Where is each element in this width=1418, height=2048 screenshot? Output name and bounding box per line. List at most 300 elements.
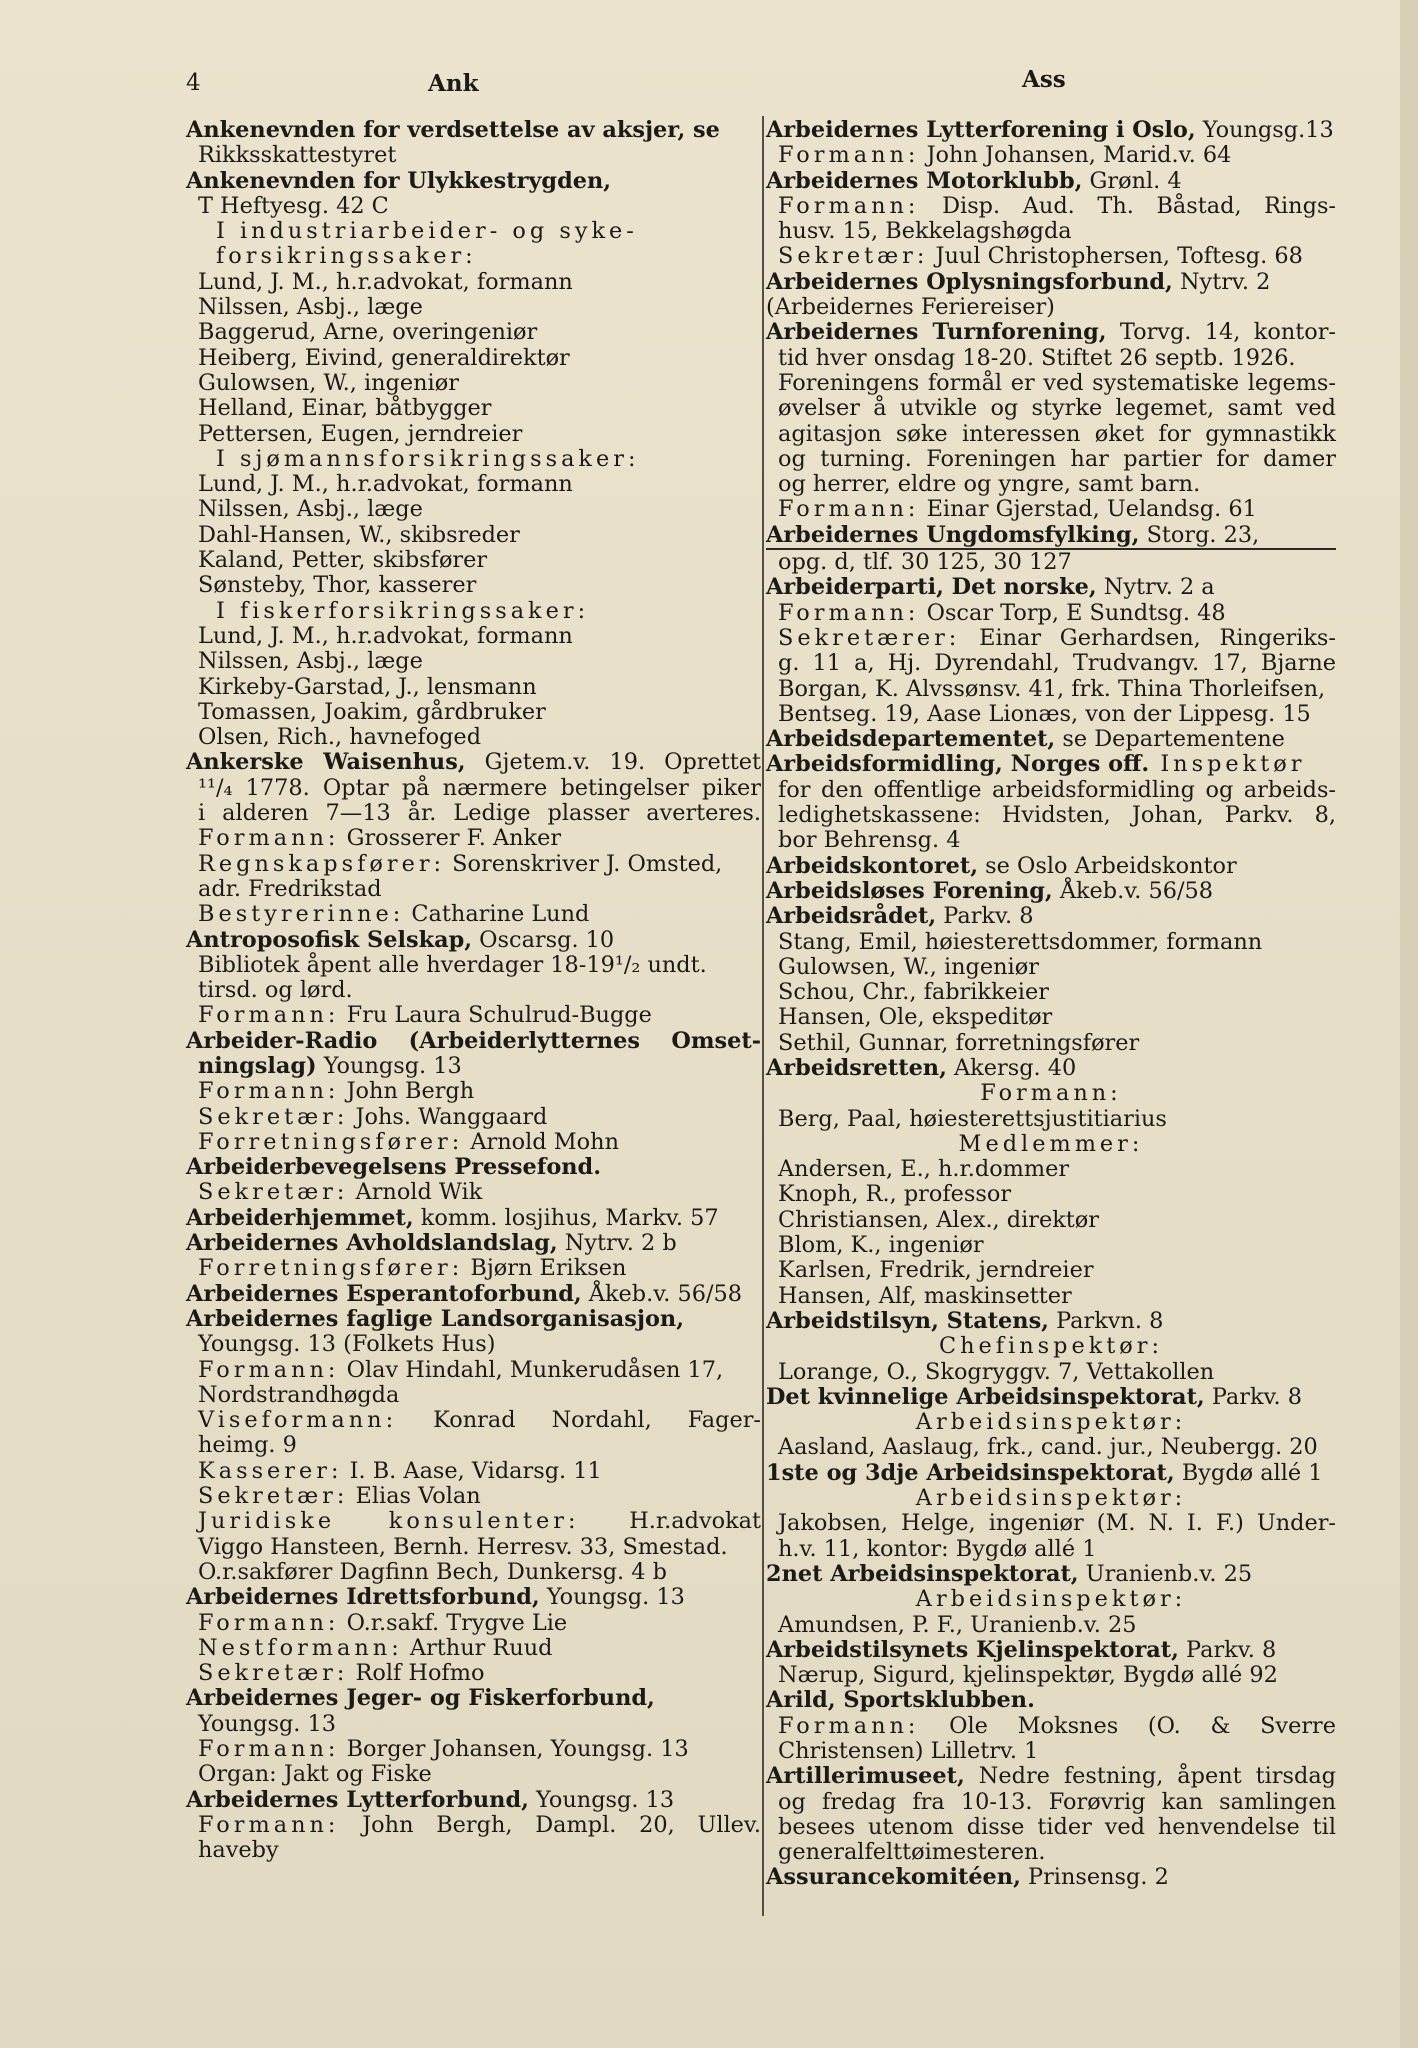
entry-name: Arbeidernes Turnforening, bbox=[766, 319, 1107, 346]
directory-line bbox=[766, 1107, 1336, 1132]
directory-line bbox=[766, 1613, 1336, 1638]
role-label: Formann: bbox=[198, 1736, 340, 1762]
entry-text: Nærup, Sigurd, kjelinspektør, Bygdø allé 92 bbox=[778, 1662, 1278, 1689]
entry-text: Oscarsg. 10 bbox=[472, 926, 615, 953]
entry-text: Rikksskattestyret bbox=[198, 142, 397, 169]
entry-text: Arnold Wik bbox=[348, 1179, 483, 1206]
entry-text: Parkv. 8 bbox=[1204, 1383, 1302, 1410]
directory-line bbox=[186, 523, 761, 548]
entry-text: Arthur Ruud bbox=[402, 1634, 553, 1661]
entry-text: Kaland, Petter, skibsfører bbox=[198, 547, 488, 574]
entry-text: Christensen) Lilletrv. 1 bbox=[778, 1738, 1039, 1764]
entry-text: Sethil, Gunnar, forretningsfører bbox=[778, 1029, 1140, 1056]
entry-text: Arbeidsinspektør: bbox=[915, 1485, 1187, 1512]
role-label: Formann: bbox=[778, 599, 920, 626]
entry-text: og turning. Foreningen har partier for damer bbox=[778, 445, 1336, 472]
entry-text: Åkeb.v. 56/58 bbox=[1052, 877, 1214, 904]
directory-line bbox=[186, 1737, 761, 1762]
directory-line bbox=[186, 1712, 761, 1737]
left-column bbox=[186, 118, 761, 1863]
entry-text: tid hver onsdag 18-20. Stiftet 26 septb. 1926. bbox=[778, 344, 1296, 371]
directory-line bbox=[766, 472, 1336, 497]
directory-line bbox=[766, 1688, 1336, 1713]
directory-line bbox=[766, 1435, 1336, 1460]
directory-line bbox=[766, 497, 1336, 522]
entry-text: Schou, Chr., fabrikkeier bbox=[778, 979, 1049, 1006]
entry-name: Arbeidernes Motorklubb, bbox=[766, 167, 1083, 194]
directory-line bbox=[186, 1079, 761, 1104]
entry-text: se Departementene bbox=[1055, 726, 1285, 753]
directory-line bbox=[186, 118, 761, 143]
directory-line bbox=[186, 1408, 761, 1433]
directory-line bbox=[186, 1180, 761, 1205]
directory-line bbox=[186, 1560, 761, 1585]
directory-line bbox=[186, 1054, 761, 1079]
entry-text: generalfelttøimesteren. bbox=[778, 1839, 1046, 1866]
entry-text: øvelser å utvikle og styrke legemet, samt ved bbox=[778, 395, 1336, 422]
directory-line bbox=[766, 244, 1336, 269]
directory-line bbox=[186, 1484, 761, 1509]
entry-text: haveby bbox=[198, 1837, 279, 1864]
directory-line bbox=[766, 1486, 1336, 1511]
entry-text: Lund, J. M., h.r.advokat, formann bbox=[198, 471, 573, 498]
entry-name: Arbeiderhjemmet, bbox=[186, 1204, 414, 1231]
entry-text: Arbeidernes faglige Landsorganisasjon, bbox=[186, 1305, 685, 1332]
entry-text: Bentseg. 19, Aase Lionæs, von der Lippesg. 15 bbox=[778, 700, 1311, 727]
role-label: Formann: bbox=[198, 1609, 340, 1636]
role-label: Formann: bbox=[778, 496, 920, 523]
entry-text: O.r.sakfører Dagfinn Bech, Dunkersg. 4 b bbox=[198, 1558, 667, 1585]
entry-text: opg. d, tlf. 30 125, 30 127 bbox=[778, 549, 1072, 576]
directory-line bbox=[766, 1081, 1336, 1106]
entry-text: Nytrv. 2 a bbox=[1096, 574, 1215, 601]
entry-name: Arbeidsretten, bbox=[766, 1054, 947, 1081]
entry-text: Arbeidernes Jeger- og Fiskerforbund, bbox=[186, 1685, 655, 1712]
directory-line bbox=[766, 1537, 1336, 1562]
directory-line bbox=[766, 346, 1336, 371]
directory-line bbox=[186, 1686, 761, 1711]
role-label: Viseformann: bbox=[198, 1407, 398, 1434]
entry-text: Heiberg, Eivind, generaldirektør bbox=[198, 344, 570, 371]
role-label: Formann: bbox=[778, 142, 920, 169]
entry-text: Amundsen, P. F., Uranienb.v. 25 bbox=[778, 1611, 1137, 1638]
directory-line bbox=[766, 143, 1336, 168]
entry-text: Chefinspektør: bbox=[938, 1333, 1164, 1360]
entry-name: Arbeidernes Avholdslandslag, bbox=[186, 1230, 558, 1257]
directory-line bbox=[766, 1284, 1336, 1309]
directory-line bbox=[186, 978, 761, 1003]
entry-text: Viggo Hansteen, Bernh. Herresv. 33, Smestad. bbox=[198, 1533, 728, 1560]
entry-text: Grosserer F. Anker bbox=[339, 825, 562, 852]
directory-line bbox=[186, 1003, 761, 1028]
entry-text: ledighetskassene: Hvidsten, Johan, Parkv. 8, bbox=[778, 802, 1336, 829]
entry-text: Ankenevnden for Ulykkestrygden, bbox=[186, 167, 612, 194]
directory-line bbox=[766, 1663, 1336, 1688]
directory-line bbox=[766, 219, 1336, 244]
entry-text: Youngsg. 13 bbox=[539, 1584, 685, 1611]
entry-text: heimg. 9 bbox=[198, 1432, 297, 1459]
directory-line bbox=[186, 801, 761, 826]
directory-line bbox=[186, 852, 761, 877]
entry-text: Youngsg. 13 bbox=[198, 1710, 337, 1737]
directory-line bbox=[766, 1056, 1336, 1081]
running-head-left: Ank bbox=[428, 70, 479, 97]
entry-text: Aasland, Aaslaug, frk., cand. jur., Neubergg. 20 bbox=[778, 1434, 1318, 1461]
entry-text: Borgan, K. Alvssønsv. 41, frk. Thina Thorleifsen, bbox=[778, 675, 1326, 702]
entry-name: 1ste og 3dje Arbeidsinspektorat, bbox=[766, 1459, 1175, 1486]
directory-line bbox=[186, 1256, 761, 1281]
directory-line bbox=[766, 1840, 1336, 1865]
entry-name: Arbeidstilsynets Kjelinspektorat, bbox=[766, 1636, 1179, 1663]
directory-line bbox=[186, 675, 761, 700]
directory-line bbox=[766, 930, 1336, 955]
role-label: Formann: bbox=[198, 1002, 340, 1029]
entry-text: forsikringssaker: bbox=[216, 243, 477, 270]
column-divider bbox=[762, 116, 764, 1916]
directory-line bbox=[186, 295, 761, 320]
entry-text: Storg. 23, bbox=[1139, 521, 1260, 548]
entry-text: John Johansen, Marid.v. 64 bbox=[919, 142, 1232, 169]
entry-text: Juul Christophersen, Toftesg. 68 bbox=[928, 243, 1303, 270]
entry-text: Youngsg. 13 bbox=[528, 1786, 675, 1813]
directory-line bbox=[186, 1661, 761, 1686]
entry-name: ningslag) bbox=[198, 1052, 317, 1079]
directory-line bbox=[766, 1815, 1336, 1840]
directory-line bbox=[766, 1334, 1336, 1359]
entry-text: i alderen 7—13 år. Ledige plasser averteres. bbox=[198, 800, 761, 827]
entry-name: Arbeidskontoret, bbox=[766, 852, 979, 879]
directory-line bbox=[186, 877, 761, 902]
role-label: Formann: bbox=[198, 1078, 340, 1105]
directory-line bbox=[766, 1208, 1336, 1233]
directory-line bbox=[186, 219, 761, 244]
role-label: Sekretær: bbox=[778, 243, 929, 270]
entry-text: Youngsg. 13 (Folkets Hus) bbox=[198, 1331, 496, 1358]
entry-text: bor Behrensg. 4 bbox=[778, 827, 961, 854]
entry-text: Einar Gerhardsen, Ringeriks- bbox=[960, 624, 1336, 651]
directory-line bbox=[186, 700, 761, 725]
entry-text: Einar Gjerstad, Uelandsg. 61 bbox=[919, 496, 1257, 523]
directory-line bbox=[186, 1535, 761, 1560]
directory-line bbox=[766, 1865, 1336, 1890]
directory-line bbox=[766, 1764, 1336, 1789]
role-label: Formann: bbox=[198, 1356, 340, 1383]
entry-text: Disp. Aud. Th. Båstad, Rings- bbox=[919, 192, 1336, 219]
directory-line bbox=[766, 1157, 1336, 1182]
entry-text: Sønsteby, Thor, kasserer bbox=[198, 572, 477, 599]
directory-line bbox=[186, 953, 761, 978]
entry-text: Stang, Emil, høiesterettsdommer, formann bbox=[778, 928, 1263, 955]
directory-line bbox=[766, 702, 1336, 727]
entry-text: Parkvn. 8 bbox=[1048, 1307, 1164, 1334]
directory-line bbox=[766, 118, 1336, 143]
entry-text: Åkeb.v. 56/58 bbox=[581, 1280, 742, 1307]
directory-line bbox=[766, 677, 1336, 702]
directory-line bbox=[766, 1638, 1336, 1663]
entry-text: Nordstrandhøgda bbox=[198, 1381, 400, 1408]
entry-text: Berg, Paal, høiesterettsjustitiarius bbox=[778, 1105, 1167, 1132]
directory-line bbox=[186, 422, 761, 447]
directory-line bbox=[186, 396, 761, 421]
role-label: Formann: bbox=[778, 192, 920, 219]
entry-text: Oscar Torp, E Sundtsg. 48 bbox=[919, 599, 1226, 626]
role-label: Forretningsfører: bbox=[198, 1128, 464, 1155]
directory-line bbox=[766, 803, 1336, 828]
role-label: Nestformann: bbox=[198, 1634, 403, 1661]
entry-name: Arbeidernes Esperantoforbund, bbox=[186, 1280, 582, 1307]
entry-name: Arbeiderparti, Det norske, bbox=[766, 574, 1097, 601]
directory-line bbox=[186, 1206, 761, 1231]
entry-text: Blom, K., ingeniør bbox=[778, 1232, 984, 1259]
directory-line bbox=[186, 750, 761, 775]
entry-text: Catharine Lund bbox=[404, 901, 590, 928]
entry-text: og herrer, eldre og yngre, samt barn. bbox=[778, 471, 1201, 498]
entry-text: Pettersen, Eugen, jerndreier bbox=[198, 420, 523, 447]
entry-text: Borger Johansen, Youngsg. 13 bbox=[339, 1736, 689, 1762]
entry-name: Arbeidsformidling, Norges off. bbox=[766, 751, 1150, 778]
entry-text: og fredag fra 10-13. Forøvrig kan samlingen bbox=[778, 1788, 1336, 1815]
role-label: Formann: bbox=[198, 1811, 340, 1838]
entry-name: Arbeidstilsyn, Statens, bbox=[766, 1307, 1049, 1334]
directory-line bbox=[766, 879, 1336, 904]
role-label: Juridiske konsulenter: bbox=[198, 1508, 580, 1535]
entry-text: for den offentlige arbeidsformidling og arbeids- bbox=[778, 776, 1336, 803]
entry-text: Arbeidsinspektør: bbox=[915, 1586, 1187, 1613]
directory-line bbox=[186, 1636, 761, 1661]
entry-text: O.r.sakf. Trygve Lie bbox=[339, 1609, 568, 1636]
directory-line bbox=[766, 1410, 1336, 1435]
directory-line bbox=[186, 1788, 761, 1813]
directory-line bbox=[766, 575, 1336, 600]
entry-name: Assurancekomitéen, bbox=[766, 1864, 1021, 1891]
directory-line bbox=[186, 1813, 761, 1838]
directory-line bbox=[186, 1130, 761, 1155]
entry-text: Bibliotek åpent alle hverdager 18-19¹/₂ undt. bbox=[198, 951, 707, 978]
entry-text: g. 11 a, Hj. Dyrendahl, Trudvangv. 17, Bjarne bbox=[778, 650, 1336, 677]
entry-text: tirsd. og lørd. bbox=[198, 977, 353, 1004]
entry-name: Arbeidernes Ungdomsfylking, bbox=[766, 521, 1140, 548]
entry-text: Johs. Wanggaard bbox=[348, 1103, 548, 1130]
entry-text: (Arbeidernes Feriereiser) bbox=[766, 294, 1055, 321]
entry-text: Lund, J. M., h.r.advokat, formann bbox=[198, 268, 573, 295]
entry-name: Ankerske Waisenhus, bbox=[186, 749, 466, 776]
entry-name: Arbeidernes Idrettsforbund, bbox=[186, 1584, 540, 1611]
entry-text: Nytrv. 2 b bbox=[557, 1230, 677, 1257]
role-label: Inspektør bbox=[1149, 751, 1306, 778]
directory-line bbox=[766, 1005, 1336, 1030]
directory-line bbox=[766, 1385, 1336, 1410]
directory-line bbox=[186, 902, 761, 927]
entry-name: Arbeidernes Lytterforbund, bbox=[186, 1786, 529, 1813]
directory-line bbox=[186, 573, 761, 598]
entry-text: Rolf Hofmo bbox=[348, 1660, 485, 1687]
directory-line bbox=[186, 826, 761, 851]
entry-text: Andersen, E., h.r.dommer bbox=[778, 1156, 1070, 1183]
entry-text: Tomassen, Joakim, gårdbruker bbox=[198, 698, 546, 725]
directory-line bbox=[186, 1585, 761, 1610]
directory-line bbox=[766, 601, 1336, 626]
directory-line bbox=[186, 346, 761, 371]
entry-text: Lorange, O., Skogryggv. 7, Vettakollen bbox=[778, 1358, 1215, 1385]
entry-text: Hansen, Ole, ekspeditør bbox=[778, 1004, 1053, 1031]
entry-name: Antroposofisk Selskap, bbox=[186, 926, 473, 953]
directory-line bbox=[766, 1790, 1336, 1815]
entry-text: Youngsg. 13 bbox=[316, 1052, 462, 1079]
directory-line bbox=[186, 599, 761, 624]
entry-text: Akersg. 40 bbox=[946, 1054, 1077, 1081]
entry-name: Artillerimuseet, bbox=[766, 1763, 965, 1790]
directory-line bbox=[766, 1258, 1336, 1283]
directory-line bbox=[766, 1182, 1336, 1207]
directory-line bbox=[186, 1509, 761, 1534]
entry-text: h.v. 11, kontor: Bygdø allé 1 bbox=[778, 1535, 1097, 1562]
entry-text: Dahl-Hansen, W., skibsreder bbox=[198, 521, 520, 548]
directory-line bbox=[766, 727, 1336, 752]
role-label: Sekretær: bbox=[198, 1179, 349, 1206]
entry-text: Bygdø allé 1 bbox=[1174, 1459, 1323, 1486]
directory-line bbox=[766, 1233, 1336, 1258]
directory-line bbox=[766, 980, 1336, 1005]
directory-line bbox=[766, 295, 1336, 320]
directory-line bbox=[186, 169, 761, 194]
entry-text: John Bergh, Dampl. 20, Ullev. bbox=[339, 1811, 761, 1838]
entry-text: Konrad Nordahl, Fager- bbox=[397, 1407, 761, 1434]
directory-line bbox=[766, 270, 1336, 295]
entry-text: Christiansen, Alex., direktør bbox=[778, 1206, 1099, 1233]
directory-line bbox=[766, 523, 1336, 550]
entry-text: H.r.advokat bbox=[579, 1508, 761, 1535]
entry-text: Medlemmer: bbox=[958, 1130, 1144, 1157]
entry-name: Arbeidsløses Forening, bbox=[766, 877, 1053, 904]
entry-text: husv. 15, Bekkelagshøgda bbox=[778, 218, 1072, 245]
entry-name: Arbeidsrådet, bbox=[766, 903, 937, 930]
directory-line bbox=[186, 1433, 761, 1458]
directory-line bbox=[186, 1762, 761, 1787]
directory-line bbox=[186, 447, 761, 472]
entry-text: Bjørn Eriksen bbox=[463, 1255, 627, 1282]
directory-line bbox=[766, 396, 1336, 421]
entry-text: adr. Fredrikstad bbox=[198, 875, 382, 902]
role-label: Sekretær: bbox=[198, 1660, 349, 1687]
directory-line bbox=[186, 1459, 761, 1484]
entry-text: Baggerud, Arne, overingeniør bbox=[198, 319, 538, 346]
entry-name: 2net Arbeidsinspektorat, bbox=[766, 1560, 1079, 1587]
directory-line bbox=[186, 1838, 761, 1863]
directory-line bbox=[186, 649, 761, 674]
right-column bbox=[766, 118, 1336, 1891]
entry-text: Arild, Sportsklubben. bbox=[766, 1687, 1035, 1714]
directory-line bbox=[766, 955, 1336, 980]
entry-name: Det kvinnelige Arbeidsinspektorat, bbox=[766, 1383, 1205, 1410]
directory-line bbox=[186, 194, 761, 219]
entry-text: Jakobsen, Helge, ingeniør (M. N. I. F.) Under- bbox=[778, 1510, 1336, 1537]
role-label: Kasserer: bbox=[198, 1457, 343, 1484]
entry-text: John Bergh bbox=[339, 1078, 475, 1105]
entry-text: Nilssen, Asbj., læge bbox=[198, 648, 423, 675]
directory-line bbox=[766, 1562, 1336, 1587]
entry-text: Uranienb.v. 25 bbox=[1078, 1560, 1253, 1587]
entry-text: Fru Laura Schulrud-Bugge bbox=[339, 1002, 652, 1029]
entry-text: Knoph, R., professor bbox=[778, 1181, 1012, 1208]
role-label: Regnskapsfører: bbox=[198, 850, 446, 877]
directory-line bbox=[766, 828, 1336, 853]
entry-text: Gjetem.v. 19. Oprettet bbox=[465, 749, 761, 776]
entry-text: agitasjon søke interessen øket for gymnastikk bbox=[778, 420, 1336, 447]
entry-text: Sorenskriver J. Omsted, bbox=[445, 850, 723, 877]
directory-line bbox=[186, 1307, 761, 1332]
entry-text: Olav Hindahl, Munkerudåsen 17, bbox=[339, 1356, 724, 1383]
directory-line bbox=[766, 1309, 1336, 1334]
directory-line bbox=[766, 1360, 1336, 1385]
entry-text: Ankenevnden for verdsettelse av aksjer, se bbox=[186, 117, 720, 143]
role-label: Sekretær: bbox=[198, 1103, 349, 1130]
directory-line bbox=[186, 1105, 761, 1130]
entry-text: Kirkeby-Garstad, J., lensmann bbox=[198, 673, 537, 700]
role-label: Formann: bbox=[778, 1712, 920, 1739]
directory-line bbox=[186, 497, 761, 522]
directory-line bbox=[186, 320, 761, 345]
directory-line bbox=[766, 752, 1336, 777]
directory-line bbox=[186, 1029, 761, 1054]
directory-line bbox=[186, 1155, 761, 1180]
role-label: Sekretær: bbox=[198, 1483, 349, 1510]
directory-line bbox=[766, 854, 1336, 879]
directory-line bbox=[186, 270, 761, 295]
directory-line bbox=[186, 1358, 761, 1383]
directory-line bbox=[186, 143, 761, 168]
entry-text: I sjømannsforsikringssaker: bbox=[216, 445, 640, 472]
entry-text: Foreningens formål er ved systematiske legems- bbox=[778, 369, 1336, 396]
directory-line bbox=[766, 1714, 1336, 1739]
entry-text: I industriarbeider- og syke- bbox=[216, 218, 638, 245]
directory-line bbox=[766, 1587, 1336, 1612]
entry-text: Arbeider-Radio (Arbeiderlytternes Omset- bbox=[186, 1027, 761, 1054]
entry-text: besees utenom disse tider ved henvendelse til bbox=[778, 1813, 1336, 1840]
entry-name: Arbeidernes Lytterforening i Oslo, bbox=[766, 117, 1196, 143]
entry-name: Arbeidsdepartementet, bbox=[766, 726, 1056, 753]
entry-text: Organ: Jakt og Fiske bbox=[198, 1761, 432, 1788]
directory-line bbox=[186, 1282, 761, 1307]
directory-line bbox=[766, 1132, 1336, 1157]
directory-line bbox=[766, 1739, 1336, 1764]
directory-line bbox=[186, 1383, 761, 1408]
entry-text: Nilssen, Asbj., læge bbox=[198, 294, 423, 321]
entry-text: Parkv. 8 bbox=[1178, 1636, 1277, 1663]
role-label: Formann: bbox=[198, 825, 340, 852]
entry-text: ¹¹/₄ 1778. Optar på nærmere betingelser piker bbox=[198, 774, 761, 801]
entry-text: Youngsg.13 bbox=[1195, 117, 1334, 143]
directory-line bbox=[766, 778, 1336, 803]
entry-text: T Heftyesg. 42 C bbox=[198, 192, 389, 219]
entry-text: Arbeidsinspektør: bbox=[915, 1409, 1187, 1436]
directory-line bbox=[186, 1231, 761, 1256]
role-label: Bestyrerinne: bbox=[198, 901, 405, 928]
directory-line bbox=[186, 725, 761, 750]
entry-text: komm. losjihus, Markv. 57 bbox=[413, 1204, 719, 1231]
entry-name: Arbeidernes Oplysningsforbund, bbox=[766, 268, 1173, 295]
entry-text: Nilssen, Asbj., læge bbox=[198, 496, 423, 523]
entry-text: Arnold Mohn bbox=[463, 1128, 620, 1155]
entry-text: I. B. Aase, Vidarsg. 11 bbox=[342, 1457, 602, 1484]
running-head-right: Ass bbox=[1022, 66, 1066, 93]
directory-line bbox=[186, 472, 761, 497]
entry-text: Elias Volan bbox=[348, 1483, 481, 1510]
directory-line bbox=[766, 194, 1336, 219]
entry-text: Nedre festning, åpent tirsdag bbox=[964, 1763, 1336, 1790]
page-edge bbox=[1400, 0, 1418, 2048]
entry-text: Torvg. 14, kontor- bbox=[1106, 319, 1336, 346]
directory-line bbox=[186, 1611, 761, 1636]
